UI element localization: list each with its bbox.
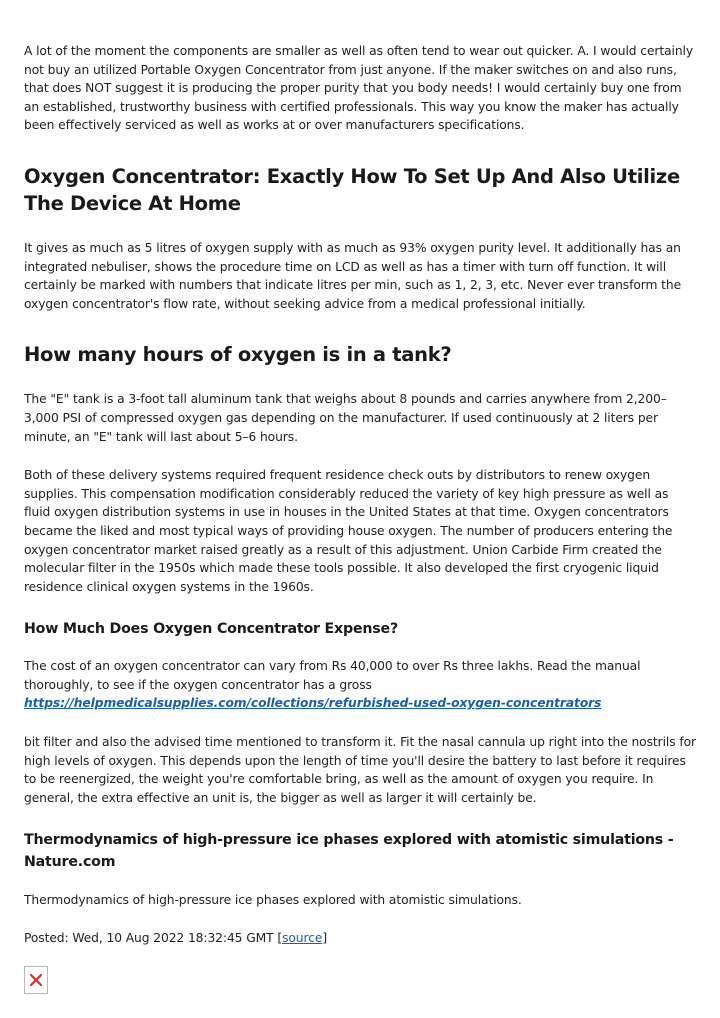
cost-text: The cost of an oxygen concentrator can vary from Rs 40,000 to over Rs three lakhs. Read the manual thoroughly, to see if the oxygen concentrator has a gross (24, 659, 641, 692)
cost-paragraph (24, 657, 696, 713)
posted-date: Posted: Wed, 10 Aug 2022 18:32:45 GMT [ (24, 931, 283, 946)
intro-paragraph: A lot of the moment the components are smaller as well as often tend to wear out quicker. A. I would certainly not buy an utilized Portable Oxygen Concentrator from just anyone. If the maker switches on and also runs, that does NOT suggest it is producing the proper purity that you body needs! I would certainly buy one from an established, trustworthy business with certified professionals. This way you know the maker has actually been effectively serviced as well as works at or over manufacturers specifications. (24, 44, 694, 133)
source-link[interactable]: source (282, 931, 323, 946)
setup-paragraph: It gives as much as 5 litres of oxygen supply with as much as 93% oxygen purity level. It additionally has an integrated nebuliser, shows the procedure time on LCD as well as has a timer with turn off function. It will certainly be marked with numbers that indicate litres per min, such as 1, 2, 3, etc. Never ever transform the oxygen concentrator's flow rate, without seeking advice from a medical professional initially. (24, 240, 682, 311)
section-heading-expense: How Much Does Oxygen Concentrator Expense? (24, 621, 398, 638)
nature-summary-paragraph: Thermodynamics of high-pressure ice phases explored with atomistic simulations. (24, 893, 522, 908)
posted-bracket-close: ] (322, 931, 328, 946)
section-heading-setup: Oxygen Concentrator: Exactly How To Set Up And Also Utilize The Device At Home (24, 164, 680, 215)
section-heading-tank-hours: How many hours of oxygen is in a tank? (24, 343, 452, 367)
section-heading-nature-article: Thermodynamics of high-pressure ice phases explored with atomistic simulations - Nature.com (24, 832, 674, 871)
history-paragraph: Both of these delivery systems required frequent residence check outs by distributors to renew oxygen supplies. This compensation modification considerably reduced the variety of key high pressure as well as fluid oxygen distribution systems in use in houses in the United States at that time. Oxygen concentrators became the liked and most typical ways of providing house oxygen. The number of producers entering the oxygen concentrator market raised greatly as a result of this adjustment. Union Carbide Firm created the molecular filter in the 1950s which made these tools possible. It also developed the first cryogenic liquid residence clinical oxygen systems in the 1960s. (24, 468, 673, 594)
tank-paragraph: The "E" tank is a 3-foot tall aluminum tank that weighs about 8 pounds and carries anywhere from 2,200–3,000 PSI of compressed oxygen gas depending on the manufacturer. If used continuously at 2 liters per minute, an "E" tank will last about 5–6 hours. (24, 392, 667, 444)
filter-paragraph: bit filter and also the advised time mentioned to transform it. Fit the nasal cannula up right into the nostrils for high levels of oxygen. This depends upon the length of time you'll desire the battery to last before it requires to be reenergized, the weight you're comfortable bring, as well as the amount of oxygen you require. In general, the extra effective an unit is, the bigger as well as larger it will certainly be. (24, 735, 696, 805)
broken-image-icon (24, 966, 48, 994)
broken-image-x-mark (29, 973, 43, 987)
posted-line (24, 929, 696, 948)
refurbished-concentrators-link[interactable]: https://helpmedicalsupplies.com/collections/refurbished-used-oxygen-concentrators (24, 696, 602, 711)
